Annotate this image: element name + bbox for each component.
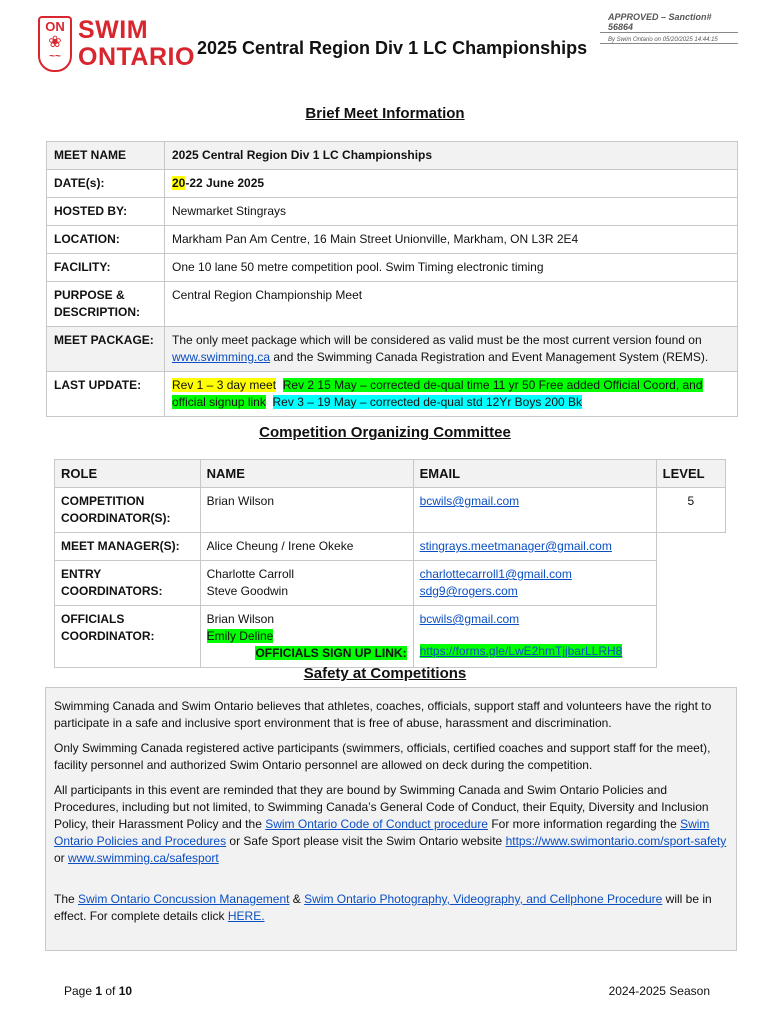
name-line: Steve Goodwin — [206, 584, 289, 598]
safety-paragraph: Swimming Canada and Swim Ontario believes that athletes, coaches, officials, support staff and volunteers have the right to participate in a safe and inclusive sport environment that is free of abuse, harassment and discrimination. — [54, 699, 712, 730]
package-value — [165, 327, 738, 372]
sport-safety-link[interactable]: https://www.swimontario.com/sport-safety — [505, 834, 727, 848]
stamp-approved: APPROVED – Sanction# — [608, 12, 712, 22]
maple-leaf-icon: ❀ — [48, 34, 62, 51]
stamp-by: By Swim Ontario on — [608, 37, 662, 43]
table-row — [47, 254, 738, 282]
hosted-value: Newmarket Stingrays — [165, 198, 738, 226]
policies-link[interactable]: Swim Ontario Policies and Procedures — [54, 817, 710, 848]
text: or — [54, 851, 69, 865]
purpose-label: PURPOSE & DESCRIPTION: — [47, 282, 165, 327]
page-current: 1 — [95, 984, 103, 998]
table-row — [47, 198, 738, 226]
table-row — [47, 327, 738, 372]
code-of-conduct-link[interactable]: Swim Ontario Code of Conduct procedure — [265, 817, 488, 831]
purpose-value: Central Region Championship Meet — [165, 282, 738, 327]
role-cell: ENTRY COORDINATORS: — [55, 561, 201, 606]
photography-link[interactable]: Swim Ontario Photography, Videography, and Cellphone Procedure — [304, 892, 663, 906]
table-row — [47, 226, 738, 254]
table-row — [47, 142, 738, 170]
facility-value: One 10 lane 50 metre competition pool. Swim Timing electronic timing — [165, 254, 738, 282]
committee-title: Competition Organizing Committee — [259, 424, 511, 441]
table-header-row — [55, 460, 726, 488]
dates-label: DATE(s): — [47, 170, 165, 198]
rev2: Rev 2 15 May – corrected de-qual time 11 yr 50 Free added Official Coord, and official signup link — [172, 378, 703, 409]
email-cell — [413, 533, 656, 561]
name-cell — [200, 561, 413, 606]
level-cell: 5 — [656, 488, 725, 533]
season-label: 2024-2025 Season — [608, 984, 710, 998]
text: & — [289, 892, 305, 906]
brief-info-table — [46, 141, 738, 417]
meet-name-value: 2025 Central Region Div 1 LC Championships — [165, 142, 738, 170]
officials-signup-link[interactable]: https://forms.gle/LwE2hmTjjbarLLRH8 — [419, 644, 623, 658]
table-row — [55, 488, 726, 533]
role-cell: COMPETITION COORDINATOR(S): — [55, 488, 201, 533]
swim-ontario-logo — [38, 16, 195, 74]
text: Page — [64, 984, 96, 998]
stamp-sanction: 56864 — [608, 22, 634, 32]
package-label: MEET PACKAGE: — [47, 327, 165, 372]
committee-table — [54, 459, 726, 668]
name-line: Charlotte Carroll — [206, 567, 295, 581]
safety-paragraph — [54, 782, 728, 867]
rev1: Rev 1 – 3 day meet — [172, 378, 277, 392]
role-cell: OFFICIALS COORDINATOR: — [55, 606, 201, 668]
brief-info-title: Brief Meet Information — [305, 105, 465, 122]
dates-rest: -22 June 2025 — [185, 176, 265, 190]
stamp-date: 05/20/2025 14:44:15 — [662, 37, 718, 43]
location-value: Markham Pan Am Centre, 16 Main Street Unionville, Markham, ON L3R 2E4 — [165, 226, 738, 254]
table-row — [47, 170, 738, 198]
rev3: Rev 3 – 19 May – corrected de-qual std 12Yr Boys 200 Bk — [272, 395, 583, 409]
safety-title: Safety at Competitions — [303, 665, 467, 682]
name-cell — [200, 606, 413, 668]
update-value — [165, 372, 738, 417]
email-cell — [413, 561, 656, 606]
dates-highlight: 20 — [172, 176, 186, 190]
email-link[interactable]: bcwils@gmail.com — [419, 494, 520, 508]
approval-stamp — [600, 12, 738, 46]
role-cell: MEET MANAGER(S): — [55, 533, 201, 561]
dates-value — [165, 170, 738, 198]
logo-wordmark — [78, 17, 195, 71]
table-row — [55, 606, 726, 668]
text: or Safe Sport please visit the Swim Ontario website — [226, 834, 506, 848]
location-label: LOCATION: — [47, 226, 165, 254]
name-line: Emily Deline — [206, 629, 274, 643]
table-row — [55, 561, 726, 606]
email-link[interactable]: bcwils@gmail.com — [419, 612, 520, 626]
logo-on-text: ON — [45, 19, 65, 34]
text: of — [102, 984, 119, 998]
package-text2: and the Swimming Canada Registration and Event Management System (REMS). — [270, 350, 709, 364]
table-row — [47, 372, 738, 417]
header-role: ROLE — [55, 460, 201, 488]
page-number — [64, 984, 132, 998]
signup-label: OFFICIALS SIGN UP LINK: — [255, 646, 407, 660]
email-link[interactable]: stingrays.meetmanager@gmail.com — [419, 539, 612, 553]
email-link[interactable]: sdg9@rogers.com — [419, 584, 518, 598]
safety-paragraph: Only Swimming Canada registered active participants (swimmers, officials, certified coaches and support staff for the meet), facility personnel and authorized Swim Ontario personnel are allowed on deck during the competition. — [54, 741, 711, 772]
header-email: EMAIL — [413, 460, 656, 488]
concussion-link[interactable]: Swim Ontario Concussion Management — [78, 892, 290, 906]
swimming-ca-link[interactable]: www.swimming.ca — [172, 350, 271, 364]
wave-icon: ~~ — [49, 51, 61, 62]
text: The — [54, 892, 79, 906]
header-name: NAME — [200, 460, 413, 488]
update-label: LAST UPDATE: — [47, 372, 165, 417]
here-link[interactable]: HERE. — [227, 909, 265, 923]
header-level: LEVEL — [656, 460, 725, 488]
email-link[interactable]: charlottecarroll1@gmail.com — [419, 567, 572, 581]
logo-line2: ONTARIO — [78, 43, 195, 71]
name-line: Brian Wilson — [206, 612, 274, 626]
name-cell: Brian Wilson — [200, 488, 413, 533]
email-cell — [413, 606, 656, 668]
safety-paragraph — [54, 891, 728, 925]
name-cell: Alice Cheung / Irene Okeke — [200, 533, 413, 561]
text: For more information regarding the — [487, 817, 681, 831]
table-row — [47, 282, 738, 327]
safesport-link[interactable]: www.swimming.ca/safesport — [68, 851, 219, 865]
document-title: 2025 Central Region Div 1 LC Championships — [197, 38, 588, 58]
page-total: 10 — [118, 984, 133, 998]
hosted-label: HOSTED BY: — [47, 198, 165, 226]
logo-line1: SWIM — [78, 16, 149, 44]
facility-label: FACILITY: — [47, 254, 165, 282]
package-text1: The only meet package which will be considered as valid must be the most current version found on — [172, 333, 702, 347]
safety-box — [45, 687, 737, 951]
text: will be in effect. For complete details click — [54, 892, 712, 923]
meet-name-label: MEET NAME — [47, 142, 165, 170]
logo-badge — [38, 16, 72, 72]
table-row — [55, 533, 726, 561]
text: All participants in this event are reminded that they are bound by Swimming Canada and Swim Ontario Policies and Procedures, including but not limited, to Swimming Canada’s General Code of Conduct, their Equity, Diversity and Inclusion Policy, their Harassment Policy and the — [54, 783, 709, 831]
email-cell — [413, 488, 656, 533]
